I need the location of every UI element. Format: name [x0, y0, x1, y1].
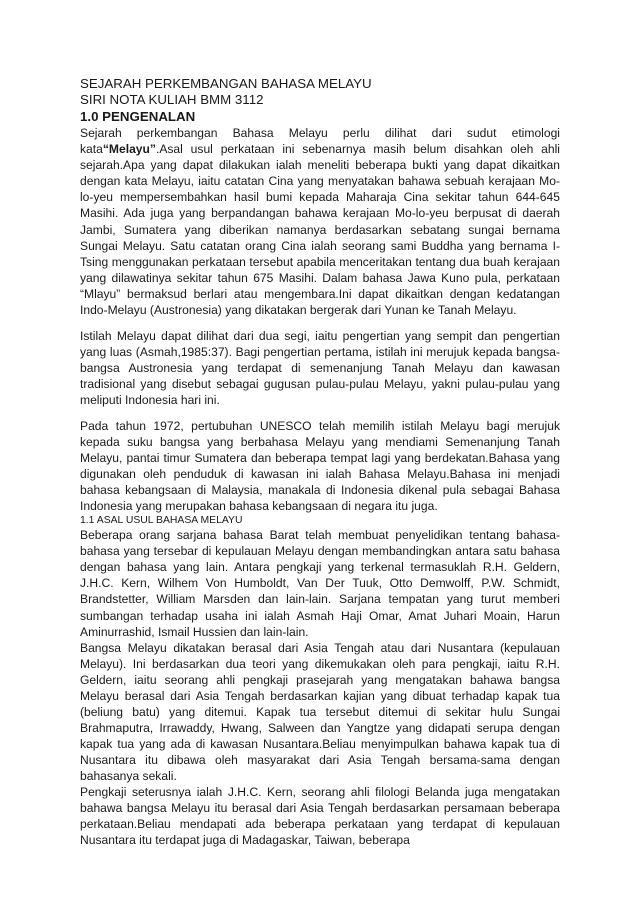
paragraph-origin-theory: Bangsa Melayu dikatakan berasal dari Asia Tengah atau dari Nusantara (kepulauan Melayu). Ini berdasarkan dua teori yang dikemukakan oleh para pengkaji, iaitu R.H. Geldern, iaitu seorang ahli pengkaji prasejarah yang mengatakan bahawa bangsa Melayu berasal dari Asia Tengah berdasarkan kajian yang dibuat terhadap kapak tua (beliung batu) yang ditemui. Kapak tua tersebut ditemui di sekitar hulu Sungai Brahmaputra, Irrawaddy, Hwang, Salween dan Yangtze yang didapati serupa dengan kapak tua yang ada di kawasan Nusantara.Beliau menyimpulkan bahawa kapak tua di Nusantara itu dibawa oleh masyarakat dari Asia Tengah bersama-sama dengan bahasanya sekali. — [80, 640, 560, 783]
paragraph-kern: Pengkaji seterusnya ialah J.H.C. Kern, seorang ahli filologi Belanda juga mengatakan bahawa bangsa Melayu itu berasal dari Asia Tengah berdasarkan persamaan beberapa perkataan.Beliau mendapati ada beberapa perkataan yang terdapat di kepulauan Nusantara itu terdapat juga di Madagaskar, Taiwan, beberapa — [80, 785, 560, 848]
document-title: SEJARAH PERKEMBANGAN BAHASA MELAYU — [80, 76, 372, 91]
emphasized-term: “Melayu” — [102, 142, 156, 157]
sub-heading: 1.1 ASAL USUL BAHASA MELAYU — [80, 515, 243, 527]
paragraph-scholars: Beberapa orang sarjana bahasa Barat telah membuat penyelidikan tentang bahasa-bahasa yang tersebar di kepulauan Melayu dengan membandingkan antara satu bahasa dengan bahasa yang lain. Antara pengkaji yang terkenal termasuklah R.H. Geldern, J.H.C. Kern, Wilhem Von Humboldt, Van Der Tuuk, Otto Demwolff, P.W. Schmidt, Brandstetter, William Marsden dan lain-lain. Sarjana tempatan yang turut memberi sumbangan terhadap usaha ini ialah Asmah Haji Omar, Amat Juhari Moain, Harun Aminurrashid, Ismail Hussien dan lain-lain. — [80, 528, 560, 639]
section-heading: 1.0 PENGENALAN — [80, 108, 196, 124]
paragraph-unesco: Pada tahun 1972, pertubuhan UNESCO telah memilih istilah Melayu bagi merujuk kepada suku bangsa yang berbahasa Melayu yang mendiami Semenanjung Tanah Melayu, pantai timur Sumatera dan beberapa tempat lagi yang berdekatan.Bahasa yang digunakan oleh penduduk di kawasan ini ialah Bahasa Melayu.Bahasa ini menjadi bahasa kebangsaan di Malaysia, manakala di Indonesia dikenal pula sebagai Bahasa Indonesia yang merupakan bahasa kebangsaan di negara itu juga. — [80, 419, 560, 514]
paragraph-introduction — [80, 125, 560, 318]
document-subtitle: SIRI NOTA KULIAH BMM 3112 — [80, 92, 264, 108]
paragraph-text: .Asal usul perkataan ini sebenarnya masih belum disahkan oleh ahli sejarah.Apa yang dapat dilakukan ialah meneliti beberapa bukti yang dapat dikaitkan dengan kata Melayu, iaitu catatan Cina yang menyatakan bahawa sebuah kerajaan Mo-lo-yeu mempersembahkan hasil bumi kepada Maharaja Cina sekitar tahun 644-645 Masihi. Ada juga yang berpandangan bahawa kerajaan Mo-lo-yeu berpusat di daerah Jambi, Sumatera yang diberikan namanya berdasarkan sebatang sungai bernama Sungai Melayu. Satu catatan orang Cina ialah seorang sami Buddha yang bernama I-Tsing menggunakan perkataan tersebut apabila menceritakan tentang dua buah kerajaan yang dilawatinya sekitar tahun 675 Masihi. Dalam bahasa Jawa Kuno pula, perkataan “Mlayu” bermaksud berlari atau mengembara.Ini dapat dikaitkan dengan kedatangan Indo-Melayu (Austronesia) yang dikatakan bergerak dari Yunan ke Tanah Melayu. — [80, 142, 560, 317]
paragraph-text: Sejarah perkembangan Bahasa Melayu perlu dilihat dari sudut etimologi kata — [80, 126, 560, 157]
document-page — [80, 76, 560, 848]
paragraph-definition: Istilah Melayu dapat dilihat dari dua segi, iaitu pengertian yang sempit dan pengertian yang luas (Asmah,1985:37). Bagi pengertian pertama, istilah ini merujuk kepada bangsa-bangsa Austronesia yang terdapat di semenanjung Tanah Melayu dan kawasan tradisional yang disebut sebagai gugusan pulau-pulau Melayu, yakni pulau-pulau yang meliputi Indonesia hari ini. — [80, 328, 560, 407]
